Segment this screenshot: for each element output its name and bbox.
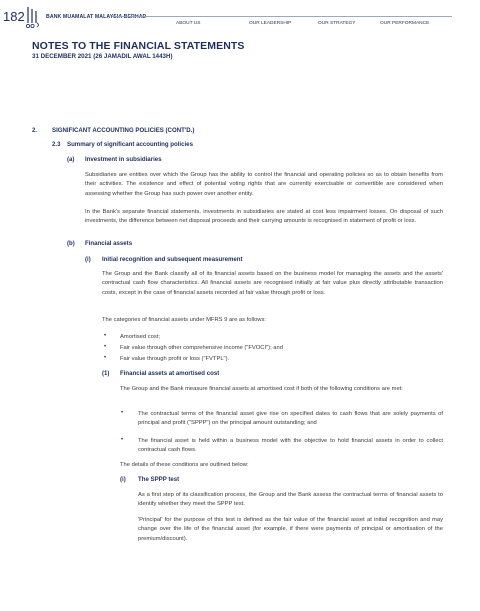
subsidiaries-paragraph-1: Subsidiaries are entities over which the Group has the ability to control the financial and operating policies so as to obtain benefits from their activities. The existence and effect of potential voting rights that are currently exercisable or convertible are considered when assessing whether the Group has such power over another entity. (85, 172, 443, 197)
sppp-paragraph-1: As a first step of its classification process, the Group and the Bank assess the contractual terms of financial assets to identify whether they meet the SPPP test. (138, 492, 443, 508)
item-b-i-label: (i) (85, 256, 91, 263)
bullet-icon: • (104, 355, 107, 361)
subsection-heading: Summary of significant accounting policies (67, 141, 193, 148)
page-title: NOTES TO THE FINANCIAL STATEMENTS (32, 40, 245, 52)
page-subtitle: 31 DECEMBER 2021 (26 JAMADIL AWAL 1443H) (32, 53, 173, 60)
bank-name: BANK MUAMALAT MALAYSIA BERHAD (46, 14, 147, 20)
sppp-paragraph-2: 'Principal' for the purpose of this test is defined as the fair value of the financial asset at initial recognition and may change over the life of the financial asset (for example, if there were payments of principal or amortisation of the premium/discount). (138, 517, 443, 542)
condition-item-sppp: The contractual terms of the financial asset give rise on specified dates to cash flows that are solely payments of principal and profit ("SPPP") on the principal amount outstanding; and (138, 411, 443, 427)
section-number: 2. (32, 127, 38, 134)
subsection-number: 2.3 (52, 141, 61, 148)
nav-our-performance[interactable]: OUR PERFORMANCE (380, 21, 430, 26)
sppp-heading: The SPPP test (138, 476, 180, 483)
details-intro: The details of these conditions are outlined below: (120, 462, 249, 468)
classification-paragraph: The Group and the Bank classify all of its financial assets based on the business model for managing the assets and the assets' contractual cash flow characteristics. All financial assets are recognised initially at fair value plus directly attributable transaction costs, except in the case of financial assets recorded at fair value through profit or loss. (102, 271, 443, 296)
item-a-heading: Investment in subsidiaries (85, 156, 162, 163)
item-1-label: (1) (102, 370, 110, 377)
section-heading: SIGNIFICANT ACCOUNTING POLICIES (CONT'D.) (52, 127, 195, 134)
category-item-amortised-cost: Amortised cost; (120, 334, 160, 340)
bullet-icon: • (104, 333, 107, 339)
amortised-cost-paragraph: The Group and the Bank measure financial assets at amortised cost if both of the following conditions are met: (120, 386, 403, 392)
item-1-heading: Financial assets at amortised cost (120, 370, 220, 377)
subsidiaries-paragraph-2: In the Bank's separate financial statements, investments in subsidiaries are stated at cost less impairment losses. On disposal of such investments, the difference between net disposal proceeds and their carrying amounts is recognised in statement of profit or loss. (85, 209, 443, 225)
categories-intro: The categories of financial assets under MFRS 9 are as follows: (102, 317, 266, 323)
item-a-label: (a) (67, 156, 75, 163)
item-b-i-heading: Initial recognition and subsequent measurement (102, 256, 243, 263)
bullet-icon: • (121, 410, 124, 416)
nav-our-leadership[interactable]: OUR LEADERSHIP (249, 21, 292, 26)
item-b-label: (b) (67, 240, 75, 247)
category-item-fvoci: Fair value through other comprehensive income ("FVOCI"); and (120, 345, 283, 351)
condition-item-business-model: The financial asset is held within a business model with the objective to hold financial assets in order to collect contractual cash flows. (138, 438, 443, 454)
header-divider (112, 16, 452, 17)
bullet-icon: • (104, 344, 107, 350)
nav-about-us[interactable]: ABOUT US (176, 21, 201, 26)
sppp-label: (i) (120, 476, 126, 483)
bank-logo-icon (24, 5, 44, 36)
nav-our-strategy[interactable]: OUR STRATEGY (318, 21, 356, 26)
bullet-icon: • (121, 437, 124, 443)
page-number: 182 (3, 9, 25, 24)
item-b-heading: Financial assets (85, 240, 133, 247)
category-item-fvtpl: Fair value through profit or loss ("FVTPL"). (120, 356, 230, 362)
